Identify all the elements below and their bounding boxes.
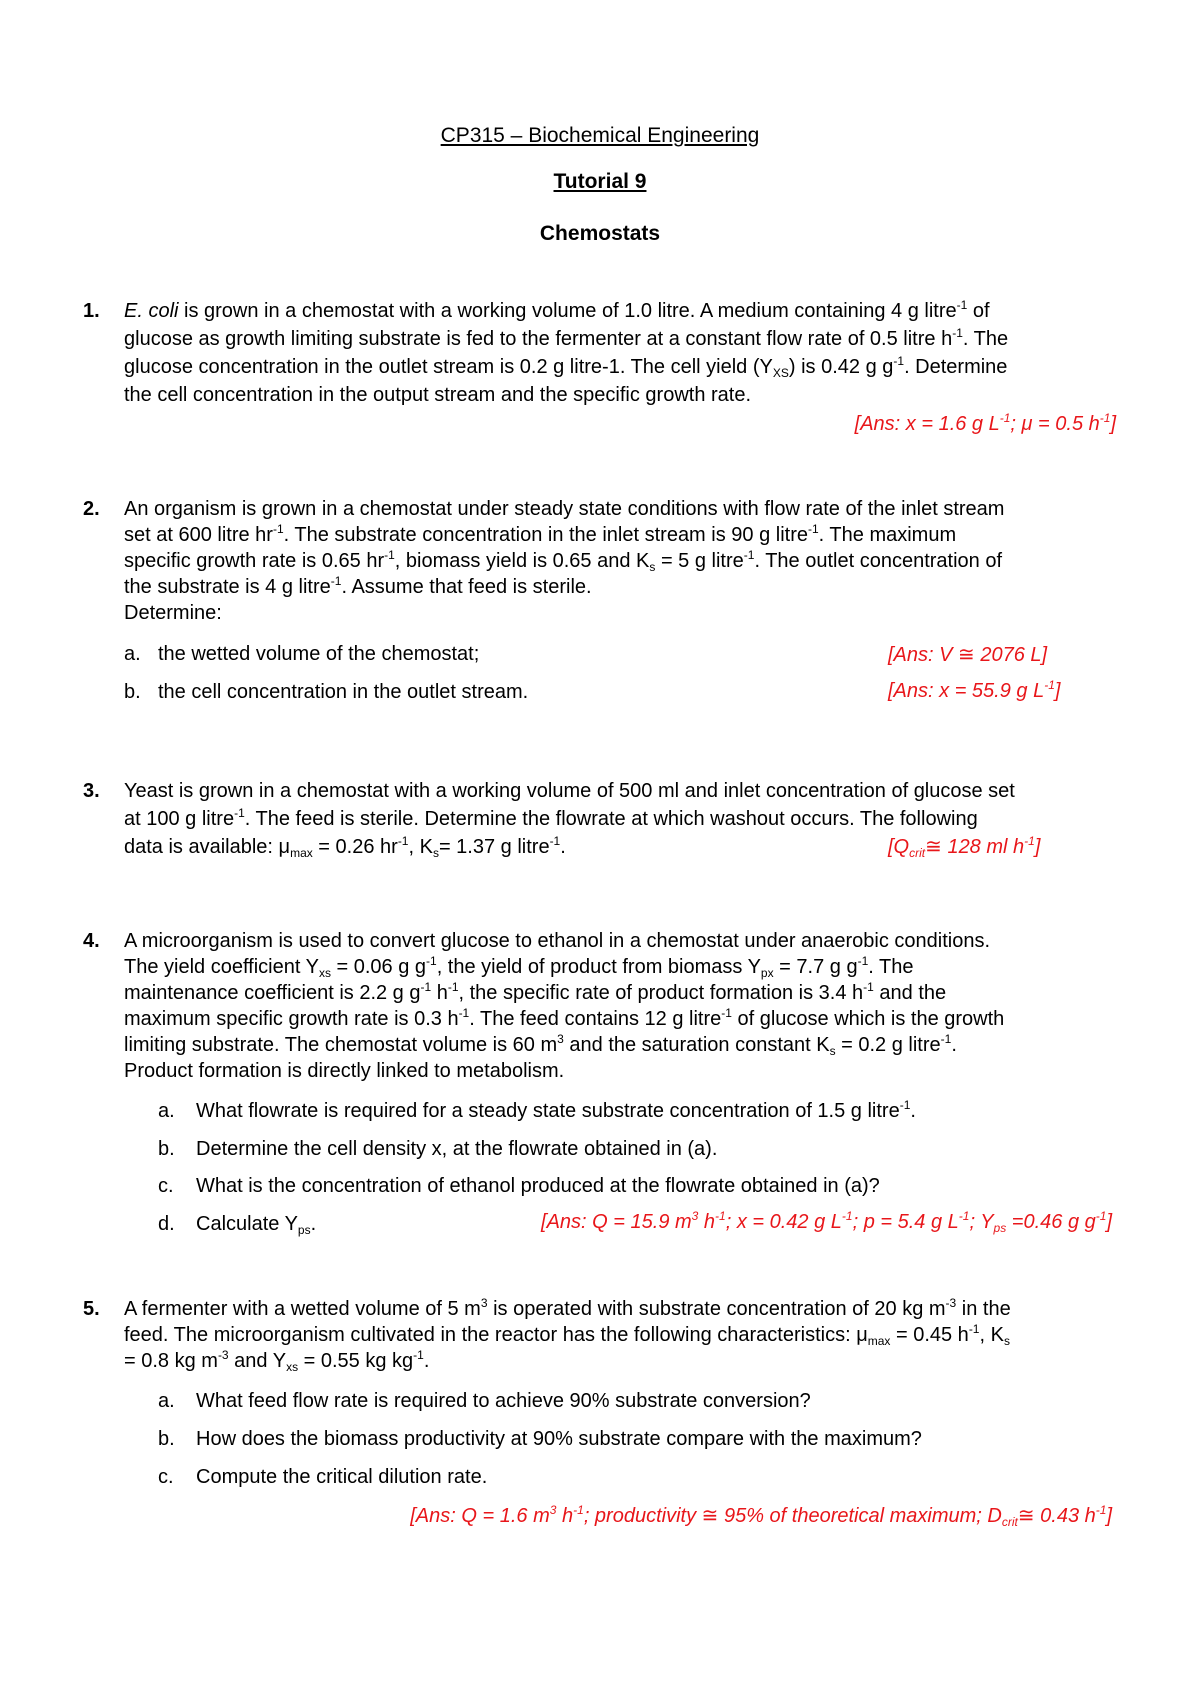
question-text-line: Product formation is directly linked to metabolism. xyxy=(124,1060,565,1082)
course-title: CP315 – Biochemical Engineering xyxy=(440,124,760,147)
question-text-line: A microorganism is used to convert glucose to ethanol in a chemostat under anaerobic conditions. xyxy=(124,930,991,952)
subquestion-text: What flowrate is required for a steady state substrate concentration of 1.5 g litre$^{-1}$. xyxy=(196,1098,916,1122)
subquestion-label: a. xyxy=(158,1390,175,1412)
topic-title: Chemostats xyxy=(539,222,661,245)
question-text-line: specific growth rate is 0.65 $hr^{-1}$, biomass yield is 0.65 and $K_s = 5$ g litre$^{-1}$. The outlet concentration of xyxy=(124,548,1003,574)
question-text-line: glucose as growth limiting substrate is fed to the fermenter at a constant flow rate of 0.5 litre $h^{-1}$. The xyxy=(124,326,1009,350)
answer: [Ans: Q = 1.6 $m^3$ $h^{-1}$; productivity ≅ 95% of theoretical maximum; $D_{crit}≅$ 0.43 $h^{-1}$] xyxy=(410,1503,1112,1529)
question-number: 1. xyxy=(83,300,100,322)
question-text-line: maximum specific growth rate is 0.3 $h^{-1}$. The feed contains 12 g litre$^{-1}$ of glucose which is the growth xyxy=(124,1006,1005,1030)
question-number: 3. xyxy=(83,780,100,802)
question-number: 5. xyxy=(83,1298,100,1320)
question-number: 2. xyxy=(83,498,100,520)
subquestion-text: What is the concentration of ethanol produced at the flowrate obtained in (a)? xyxy=(196,1175,880,1197)
question-text-line: Yeast is grown in a chemostat with a working volume of 500 ml and inlet concentration of glucose set xyxy=(124,780,1015,802)
question-text-line: glucose concentration in the outlet stream is 0.2 g litre-1. The cell yield $(Y_{XS})$ is 0.42 g $g^{-1}$. Determine xyxy=(124,354,1008,380)
question-text-line: The yield coefficient $Y_{xs} = 0.06$ g $g^{-1}$, the yield of product from biomass $Y_{px} = 7.7$ g $g^{-1}$. The xyxy=(124,954,914,980)
subquestion-label: b. xyxy=(158,1428,175,1450)
question-text-line: A fermenter with a wetted volume of 5 $m^3$ is operated with substrate concentration of 20 kg $m^{-3}$ in the xyxy=(124,1296,1011,1320)
subquestion-label: c. xyxy=(158,1175,174,1197)
answer: [Ans: V ≅ 2076 L] xyxy=(888,644,1048,666)
question-text-line: limiting substrate. The chemostat volume is 60 $m^3$ and the saturation constant $K_s = 0.2$ g litre$^{-1}$. xyxy=(124,1032,957,1058)
subquestion-label: c. xyxy=(158,1466,174,1488)
question-text-line: = 0.8 kg $m^{-3}$ and $Y_{xs} = 0.55$ kg $kg^{-1}$. xyxy=(124,1348,430,1374)
subquestion-text: Calculate $Y_{ps}$. xyxy=(196,1213,317,1237)
subquestion-text: Determine the cell density x, at the flowrate obtained in (a). xyxy=(196,1138,718,1160)
question-text-line: set at 600 litre $hr^{-1}$. The substrate concentration in the inlet stream is 90 g litre$^{-1}$. The maximum xyxy=(124,522,957,546)
subquestion-text: How does the biomass productivity at 90% substrate compare with the maximum? xyxy=(196,1428,922,1450)
subquestion-label: a. xyxy=(158,1100,175,1122)
subquestion-label: d. xyxy=(158,1213,175,1235)
question-text-line: data is available: $\mu_{max} = 0.26$ $hr^{-1}$, $K_s= 1.37$ g litre$^{-1}$. xyxy=(124,834,566,860)
answer: [Ans: x = 1.6 g $L^{-1}$; μ = 0.5 $h^{-1}$] xyxy=(854,411,1116,435)
question-text-line: maintenance coefficient is 2.2 g $g^{-1}$ $h^{-1}$, the specific rate of product formation is 3.4 $h^{-1}$ and the xyxy=(124,980,947,1004)
subquestion-text: Compute the critical dilution rate. xyxy=(196,1466,488,1488)
question-text-line: E. coli is grown in a chemostat with a working volume of 1.0 litre. A medium containing 4 g litre$^{-1}$ of xyxy=(124,298,990,322)
question-text-line: the substrate is 4 g litre$^{-1}$. Assume that feed is sterile. xyxy=(124,574,592,598)
subquestion-text: the cell concentration in the outlet stream. xyxy=(158,681,529,703)
answer: [$Q_{crit}≅$ 128 ml $h^{-1}$] xyxy=(888,834,1041,860)
subquestion-label: a. xyxy=(124,643,141,665)
subquestion-text: the wetted volume of the chemostat; xyxy=(158,643,480,665)
subquestion-label: b. xyxy=(158,1138,175,1160)
tutorial-title: Tutorial 9 xyxy=(553,170,647,193)
question-text-line: the cell concentration in the output stream and the specific growth rate. xyxy=(124,384,752,406)
organism-name: E. coli xyxy=(124,300,179,322)
question-number: 4. xyxy=(83,930,100,952)
question-text-line: An organism is grown in a chemostat under steady state conditions with flow rate of the inlet stream xyxy=(124,498,1005,520)
subquestion-text: What feed flow rate is required to achieve 90% substrate conversion? xyxy=(196,1390,811,1412)
subquestion-label: b. xyxy=(124,681,141,703)
question-text-line: at 100 g litre$^{-1}$. The feed is sterile. Determine the flowrate at which washout occurs. The following xyxy=(124,806,978,830)
question-text-line: Determine: xyxy=(124,602,222,624)
answer: [Ans: Q = 15.9 $m^3$ $h^{-1}$; x = 0.42 g $L^{-1}$; p = 5.4 g $L^{-1}$; $Y_{ps} =0.46$ g $g^{-1}$] xyxy=(541,1209,1112,1235)
question-text-line: feed. The microorganism cultivated in the reactor has the following characteristics: $\mu_{max} = 0.45$ $h^{-1}$, $K_s$ xyxy=(124,1322,1010,1348)
answer: [Ans: x = 55.9 g $L^{-1}$] xyxy=(888,678,1061,702)
